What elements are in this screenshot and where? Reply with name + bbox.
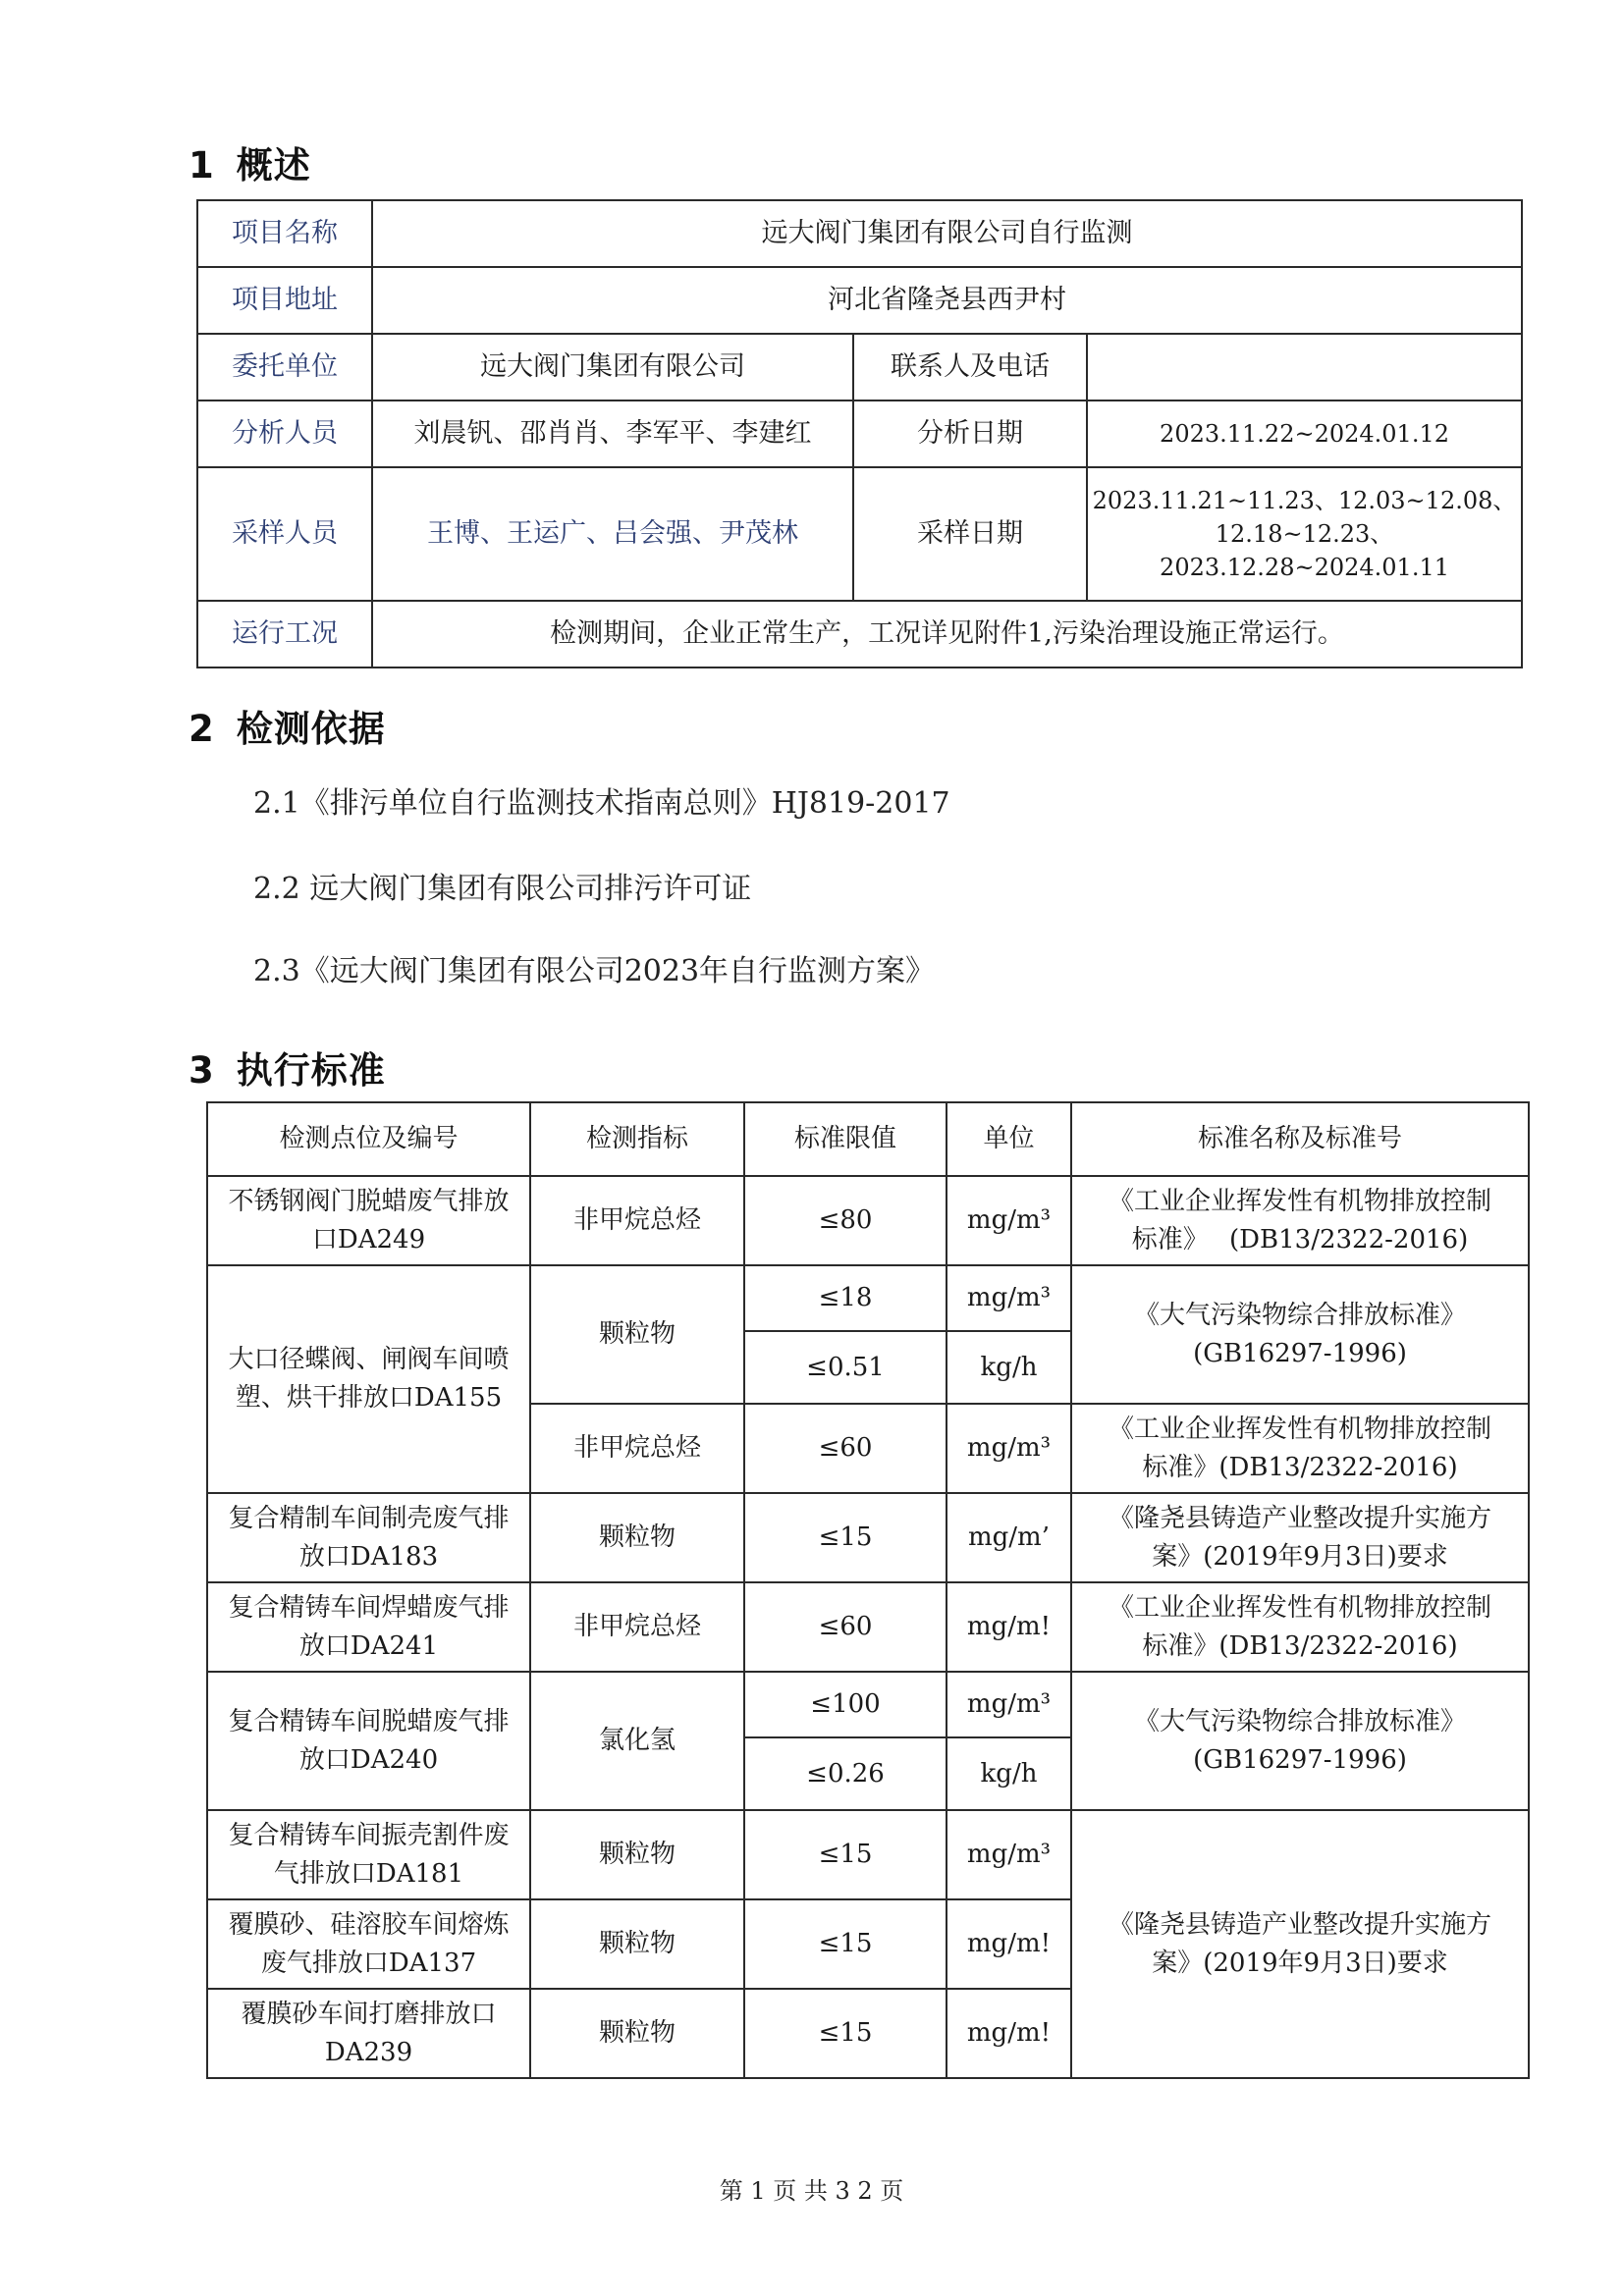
section-1-title: 概述 — [236, 144, 311, 187]
project-name-label: 项目名称 — [197, 200, 372, 267]
limit-cell: ≤80 — [744, 1176, 947, 1265]
section-2-title: 检测依据 — [236, 708, 386, 750]
contact-label: 联系人及电话 — [853, 334, 1087, 400]
indicator-cell: 颗粒物 — [530, 1899, 744, 1989]
analysts-value: 刘晨钒、邵肖肖、李军平、李建红 — [372, 400, 853, 467]
sampling-date-value — [1087, 467, 1522, 601]
standard-line: 《隆尧县铸造产业整改提升实施方 — [1108, 1503, 1491, 1533]
point-line: 复合精铸车间振壳割件废 — [228, 1820, 510, 1850]
header-indicator: 检测指标 — [530, 1102, 744, 1176]
point-cell — [207, 1265, 530, 1493]
unit-cell: kg/h — [947, 1331, 1071, 1404]
table-row — [207, 1265, 1529, 1331]
indicator-cell: 氯化氢 — [530, 1672, 744, 1810]
header-limit: 标准限值 — [744, 1102, 947, 1176]
limit-cell: ≤100 — [744, 1672, 947, 1737]
section-2-heading — [189, 699, 386, 752]
standard-line: 《隆尧县铸造产业整改提升实施方 — [1108, 1909, 1491, 1940]
standard-line: (GB16297-1996) — [1193, 1338, 1407, 1368]
unit-cell: mg/m³ — [947, 1672, 1071, 1737]
header-unit: 单位 — [947, 1102, 1071, 1176]
analysts-label: 分析人员 — [197, 400, 372, 467]
point-line: 放口DA240 — [298, 1744, 439, 1775]
overview-table — [196, 199, 1523, 668]
table-row — [207, 1493, 1529, 1582]
point-line: 复合精铸车间脱蜡废气排 — [228, 1706, 510, 1736]
table-row — [207, 1582, 1529, 1672]
samplers-value: 王博、王运广、吕会强、尹茂林 — [372, 467, 853, 601]
address-value: 河北省隆尧县西尹村 — [372, 267, 1522, 334]
unit-cell: mg/m³ — [947, 1404, 1071, 1493]
point-line: 复合精制车间制壳废气排 — [228, 1503, 510, 1533]
unit-cell: mg/m³ — [947, 1265, 1071, 1331]
standard-line: 标准》(DB13/2322-2016) — [1142, 1630, 1458, 1661]
header-standard: 标准名称及标准号 — [1071, 1102, 1529, 1176]
address-label: 项目地址 — [197, 267, 372, 334]
indicator-cell: 颗粒物 — [530, 1810, 744, 1899]
point-line: 废气排放口DA137 — [260, 1948, 477, 1978]
point-line: 放口DA183 — [298, 1541, 439, 1572]
sampling-date-line-1: 2023.11.21~11.23、12.03~12.08、 — [1092, 487, 1517, 514]
point-line: 覆膜砂、硅溶胶车间熔炼 — [228, 1909, 510, 1940]
point-line: 塑、烘干排放口DA155 — [235, 1383, 503, 1413]
standard-cell — [1071, 1582, 1529, 1672]
point-cell — [207, 1582, 530, 1672]
sampling-date-line-3: 2023.12.28~2024.01.11 — [1160, 554, 1449, 581]
unit-cell: mg/m³ — [947, 1176, 1071, 1265]
standard-line: 《工业企业挥发性有机物排放控制 — [1108, 1186, 1491, 1216]
limit-cell: ≤15 — [744, 1493, 947, 1582]
standard-cell — [1071, 1265, 1529, 1404]
section-1-number: 1 — [189, 144, 215, 187]
limit-cell: ≤15 — [744, 1810, 947, 1899]
limit-cell: ≤0.51 — [744, 1331, 947, 1404]
limit-cell: ≤0.26 — [744, 1737, 947, 1810]
limit-cell: ≤60 — [744, 1404, 947, 1493]
basis-item-2: 2.2 远大阀门集团有限公司排污许可证 — [253, 872, 752, 906]
samplers-label: 采样人员 — [197, 467, 372, 601]
limit-cell: ≤18 — [744, 1265, 947, 1331]
point-cell — [207, 1810, 530, 1899]
point-cell — [207, 1176, 530, 1265]
standard-line: (GB16297-1996) — [1193, 1744, 1407, 1775]
point-line: DA239 — [324, 2037, 413, 2067]
point-line: 不锈钢阀门脱蜡废气排放 — [228, 1186, 510, 1216]
basis-item-1: 2.1《排污单位自行监测技术指南总则》HJ819-2017 — [253, 786, 950, 821]
standard-cell — [1071, 1810, 1529, 2078]
project-name-value: 远大阀门集团有限公司自行监测 — [372, 200, 1522, 267]
sampling-date-label: 采样日期 — [853, 467, 1087, 601]
point-line: 复合精铸车间焊蜡废气排 — [228, 1592, 510, 1623]
indicator-cell: 非甲烷总烃 — [530, 1404, 744, 1493]
standard-line: 《工业企业挥发性有机物排放控制 — [1108, 1592, 1491, 1623]
unit-cell: mg/m! — [947, 1989, 1071, 2078]
indicator-cell: 颗粒物 — [530, 1989, 744, 2078]
point-cell — [207, 1899, 530, 1989]
indicator-cell: 非甲烷总烃 — [530, 1176, 744, 1265]
unit-cell: kg/h — [947, 1737, 1071, 1810]
indicator-cell: 非甲烷总烃 — [530, 1582, 744, 1672]
section-1-heading — [189, 135, 311, 188]
indicator-cell: 颗粒物 — [530, 1493, 744, 1582]
unit-cell: mg/m! — [947, 1582, 1071, 1672]
point-cell — [207, 1493, 530, 1582]
condition-label: 运行工况 — [197, 601, 372, 667]
standard-cell — [1071, 1176, 1529, 1265]
standards-table — [206, 1101, 1530, 2079]
contact-value — [1087, 334, 1522, 400]
standard-line: 《大气污染物综合排放标准》 — [1133, 1300, 1466, 1330]
page-footer: 第 1 页 共 3 2 页 — [719, 2177, 904, 2205]
unit-cell: mg/m’ — [947, 1493, 1071, 1582]
basis-item-3: 2.3《远大阀门集团有限公司2023年自行监测方案》 — [253, 954, 936, 988]
section-3-number: 3 — [189, 1049, 215, 1092]
point-line: 口DA249 — [311, 1224, 426, 1255]
condition-value: 检测期间，企业正常生产，工况详见附件1,污染治理设施正常运行。 — [372, 601, 1522, 667]
table-row — [207, 1672, 1529, 1737]
standard-cell — [1071, 1672, 1529, 1810]
indicator-cell: 颗粒物 — [530, 1265, 744, 1404]
client-value: 远大阀门集团有限公司 — [372, 334, 853, 400]
point-line: 大口径蝶阀、闸阀车间喷 — [228, 1345, 510, 1374]
client-label: 委托单位 — [197, 334, 372, 400]
analysis-date-value: 2023.11.22~2024.01.12 — [1087, 400, 1522, 467]
section-3-title: 执行标准 — [236, 1049, 386, 1092]
unit-cell: mg/m³ — [947, 1810, 1071, 1899]
limit-cell: ≤60 — [744, 1582, 947, 1672]
point-line: 放口DA241 — [298, 1630, 439, 1661]
table-row — [207, 1810, 1529, 1899]
standard-cell — [1071, 1493, 1529, 1582]
header-point: 检测点位及编号 — [207, 1102, 530, 1176]
sampling-date-line-2: 12.18~12.23、 — [1215, 520, 1394, 548]
point-line: 气排放口DA181 — [273, 1858, 464, 1889]
section-3-heading — [189, 1041, 386, 1094]
standard-line: 标准》 (DB13/2322-2016) — [1131, 1224, 1469, 1255]
unit-cell: mg/m! — [947, 1899, 1071, 1989]
point-cell — [207, 1672, 530, 1810]
standard-line: 《工业企业挥发性有机物排放控制 — [1108, 1414, 1491, 1444]
standard-line: 《大气污染物综合排放标准》 — [1133, 1706, 1466, 1736]
limit-cell: ≤15 — [744, 1899, 947, 1989]
point-cell — [207, 1989, 530, 2078]
analysis-date-label: 分析日期 — [853, 400, 1087, 467]
point-line: 覆膜砂车间打磨排放口 — [241, 1999, 497, 2029]
standard-cell — [1071, 1404, 1529, 1493]
table-row — [207, 1176, 1529, 1265]
limit-cell: ≤15 — [744, 1989, 947, 2078]
standard-line: 案》(2019年9月3日)要求 — [1152, 1541, 1448, 1572]
section-2-number: 2 — [189, 708, 215, 750]
standard-line: 标准》(DB13/2322-2016) — [1142, 1452, 1458, 1482]
standard-line: 案》(2019年9月3日)要求 — [1152, 1948, 1448, 1978]
